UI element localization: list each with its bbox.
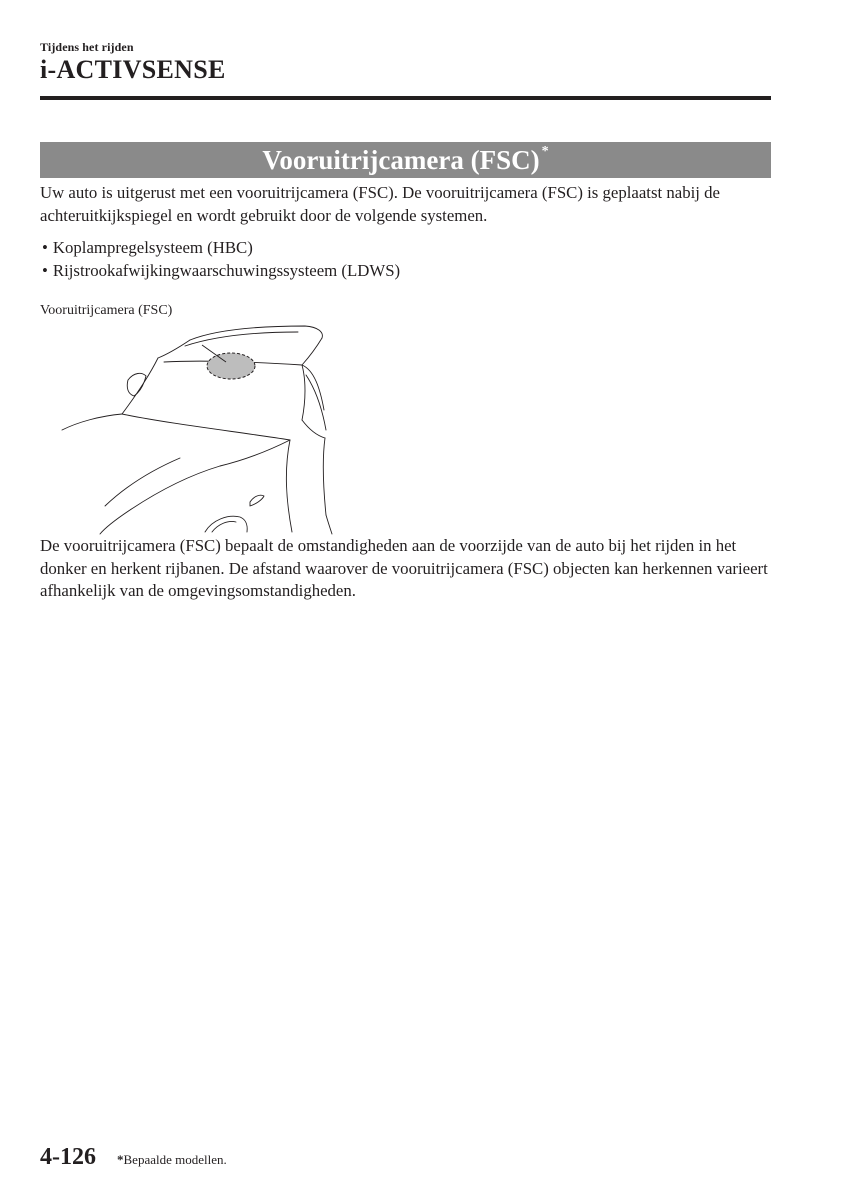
chapter-divider xyxy=(40,96,771,100)
systems-list xyxy=(42,237,742,282)
camera-location-marker xyxy=(207,353,255,379)
description-paragraph: De vooruitrijcamera (FSC) bepaalt de omstandigheden aan de voorzijde van de auto bij het rijden in het donker en herkent rijbanen. De afstand waarover de vooruitrijcamera (FSC) objecten kan herkennen varieert afhankelijk van de omgevingsomstandigheden. xyxy=(40,536,768,600)
footnote-text: Bepaalde modellen. xyxy=(123,1152,227,1167)
list-item: • Rijstrookafwijkingwaarschuwingssysteem (LDWS) xyxy=(42,260,742,283)
car-windshield-illustration xyxy=(40,310,340,535)
chapter-title: i-ACTIVSENSE xyxy=(40,55,226,84)
section-title: Vooruitrijcamera (FSC) xyxy=(262,145,540,175)
section-title-mark: * xyxy=(541,144,549,159)
page-number: 4-126 xyxy=(40,1144,96,1170)
intro-paragraph: Uw auto is uitgerust met een vooruitrijcamera (FSC). De vooruitrijcamera (FSC) is geplaatst nabij de achteruitkijkspiegel en wordt gebruikt door de volgende systemen. xyxy=(40,183,720,225)
breadcrumb: Tijdens het rijden xyxy=(40,40,134,54)
footnote-mark: * xyxy=(117,1152,124,1167)
list-item: • Koplampregelsysteem (HBC) xyxy=(42,237,742,260)
section-title-banner xyxy=(40,142,771,178)
footnote xyxy=(117,1152,227,1168)
illustration-label: Vooruitrijcamera (FSC) xyxy=(40,303,173,318)
